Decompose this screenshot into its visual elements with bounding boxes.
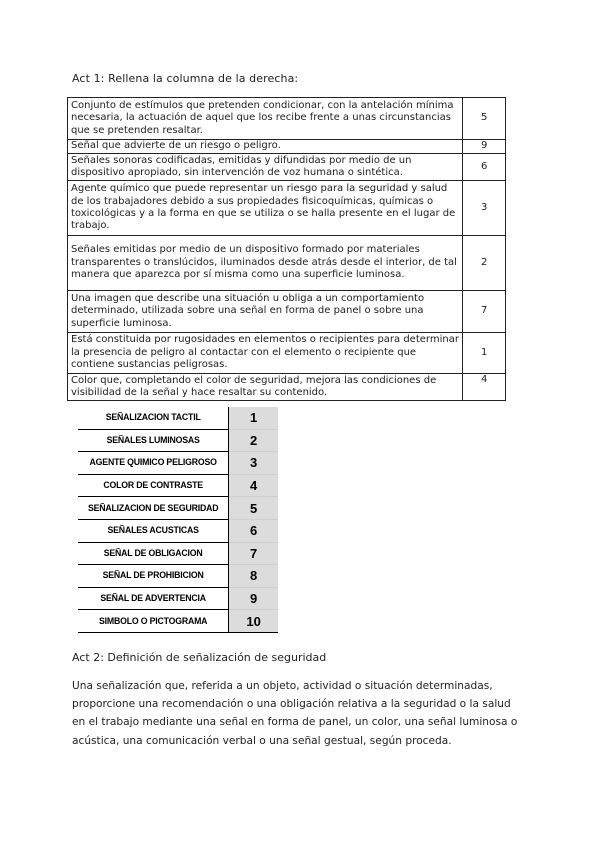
legend-number: 7 <box>229 542 278 565</box>
definition-text: Señales sonoras codificadas, emitidas y difundidas por medio de un dispositivo apropiado, sin intervención de voz humana o sintética. <box>68 154 463 181</box>
legend-number: 5 <box>229 497 278 520</box>
legend-row <box>78 542 278 565</box>
answer-value: 9 <box>463 140 506 154</box>
legend-label: COLOR DE CONTRASTE <box>84 474 223 497</box>
act2-title: Act 2: Definición de señalización de seguridad <box>72 651 327 664</box>
answer-value: 4 <box>463 374 506 401</box>
table-row <box>68 140 506 154</box>
definition-text: Señal que advierte de un riesgo o peligro. <box>68 140 463 154</box>
legend-label: AGENTE QUIMICO PELIGROSO <box>84 452 223 475</box>
table-row <box>68 181 506 236</box>
legend-number: 8 <box>229 565 278 588</box>
table-row <box>68 236 506 291</box>
legend-row <box>78 429 278 452</box>
legend-label: SEÑAL DE OBLIGACION <box>84 542 223 565</box>
legend-row <box>78 519 278 542</box>
definition-text: Una imagen que describe una situación u obliga a un comportamiento determinado, utilizada sobre una señal en forma de panel o sobre una superficie luminosa. <box>68 291 463 333</box>
legend-row <box>78 452 278 475</box>
legend-number: 2 <box>229 429 278 452</box>
answer-value: 7 <box>463 291 506 333</box>
legend-number: 4 <box>229 474 278 497</box>
legend-number: 9 <box>229 587 278 610</box>
definition-text: Agente químico que puede representar un riesgo para la seguridad y salud de los trabajadores debido a sus propiedades fisicoquímicas, químicas o toxicológicas y a la forma en que se utiliza o se halla presente en el lugar de trabajo. <box>68 181 463 236</box>
legend-number: 1 <box>229 407 278 429</box>
legend-label: SEÑALES ACUSTICAS <box>84 519 223 542</box>
legend-row <box>78 497 278 520</box>
act2-definition: Una señalización que, referida a un objeto, actividad o situación determinadas, proporcione una recomendación o una obligación relativa a la seguridad o la salud en el trabajo mediante una señal en forma de panel, un color, una señal luminosa o acústica, una comunicación verbal o una señal gestual, según proceda. <box>72 680 518 747</box>
answer-value: 2 <box>463 236 506 291</box>
legend-row <box>78 587 278 610</box>
definition-text: Está constituida por rugosidades en elementos o recipientes para determinar la presencia de peligro al contactar con el elemento o recipiente que contiene sustancias peligrosas. <box>68 333 463 374</box>
answer-value: 1 <box>463 333 506 374</box>
definition-text: Señales emitidas por medio de un dispositivo formado por materiales transparentes o translúcidos, iluminados desde atrás desde el interior, de tal manera que aparezca por sí misma como una superficie luminosa. <box>68 236 463 291</box>
legend-row <box>78 474 278 497</box>
legend-label: SEÑALIZACION DE SEGURIDAD <box>84 497 223 520</box>
definition-text: Conjunto de estímulos que pretenden condicionar, con la antelación mínima necesaria, la actuación de aquel que los recibe frente a unas circunstancias que se pretenden resaltar. <box>68 98 463 140</box>
definition-text: Color que, completando el color de seguridad, mejora las condiciones de visibilidad de la señal y hace resaltar su contenido. <box>68 374 463 401</box>
legend-number: 3 <box>229 452 278 475</box>
legend-number: 6 <box>229 519 278 542</box>
act1-title: Act 1: Rellena la columna de la derecha: <box>72 72 299 85</box>
legend-label: SEÑAL DE PROHIBICION <box>84 565 223 588</box>
table-row <box>68 333 506 374</box>
answer-value: 6 <box>463 154 506 181</box>
answer-value: 3 <box>463 181 506 236</box>
legend-label: SIMBOLO O PICTOGRAMA <box>84 610 223 633</box>
table-row <box>68 291 506 333</box>
table-row <box>68 374 506 401</box>
legend-row <box>78 565 278 588</box>
table-row <box>68 98 506 140</box>
definitions-table <box>67 97 506 401</box>
answer-value: 5 <box>463 98 506 140</box>
table-row <box>68 154 506 181</box>
legend-label: SEÑALIZACION TACTIL <box>84 407 223 429</box>
legend-label: SEÑALES LUMINOSAS <box>84 429 223 452</box>
legend-label: SEÑAL DE ADVERTENCIA <box>84 587 223 610</box>
legend-table <box>78 407 278 633</box>
legend-number: 10 <box>229 610 278 633</box>
legend-row <box>78 610 278 633</box>
legend-row <box>78 407 278 429</box>
